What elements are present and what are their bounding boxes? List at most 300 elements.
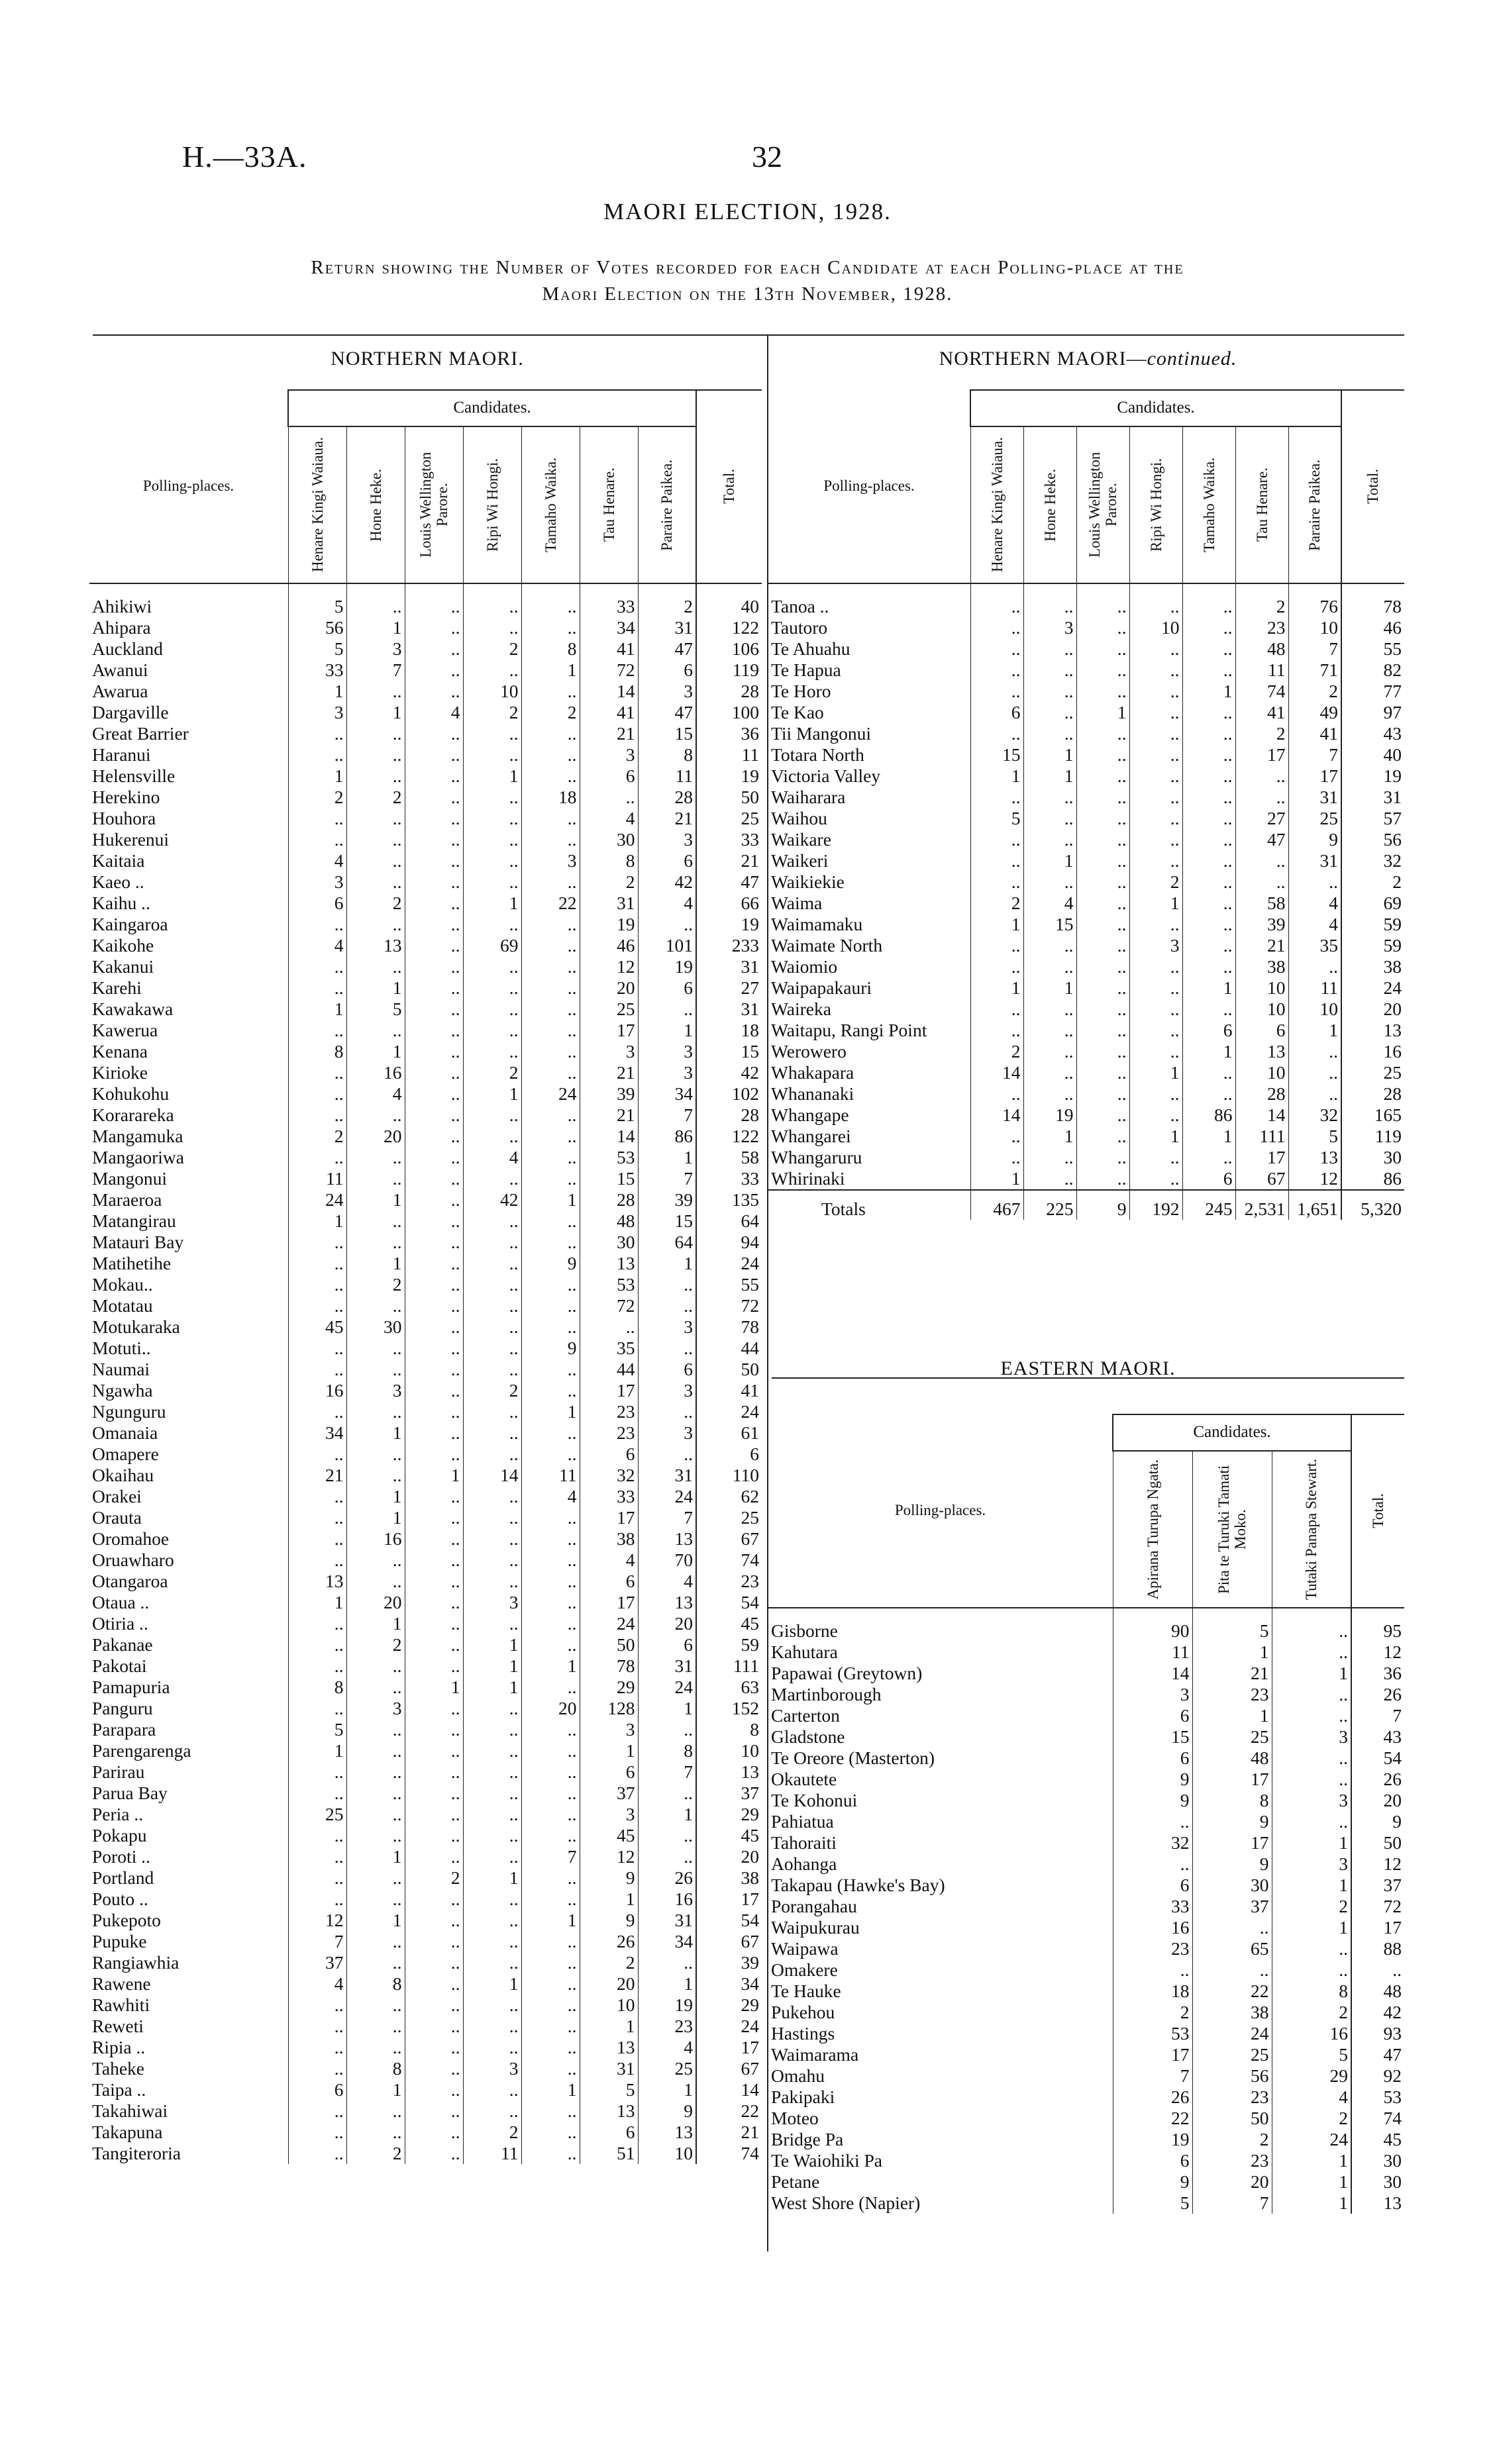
row-total: 17 <box>1351 1917 1404 1938</box>
row-total: 106 <box>696 638 762 660</box>
row-total: 28 <box>696 1105 762 1126</box>
table-row <box>89 1571 762 1592</box>
vote-count: .. <box>405 1486 463 1507</box>
vote-count: .. <box>463 1105 521 1126</box>
row-total: 50 <box>696 787 762 808</box>
vote-count: 1 <box>1288 1020 1341 1041</box>
page-number: 32 <box>752 140 782 173</box>
table-row <box>768 2023 1404 2044</box>
vote-count: 9 <box>1288 829 1341 850</box>
vote-count: 6 <box>638 1634 696 1655</box>
vote-count: .. <box>1182 1083 1235 1105</box>
table-row <box>89 1316 762 1338</box>
row-total: 24 <box>1341 977 1404 999</box>
vote-count: .. <box>463 1528 521 1550</box>
vote-count: 6 <box>1113 1748 1192 1769</box>
candidate-total: 225 <box>1023 1190 1076 1220</box>
eastern-maori-table <box>768 1414 1404 2214</box>
table-row <box>768 1726 1404 1748</box>
polling-place-name: Matauri Bay <box>92 1232 184 1252</box>
vote-count: 69 <box>463 935 521 956</box>
row-total: 59 <box>1341 914 1404 935</box>
vote-count: .. <box>970 617 1023 638</box>
polling-place-name: Waitapu, Rangi Point <box>771 1020 927 1040</box>
polling-place-name: Parengarenga <box>92 1740 191 1761</box>
vote-count: 13 <box>1288 1147 1341 1168</box>
vote-count: 10 <box>1129 617 1182 638</box>
polling-place-name: Omahu <box>771 2065 825 2086</box>
table-row <box>768 893 1404 914</box>
vote-count: .. <box>521 2122 580 2143</box>
vote-count: 16 <box>1113 1917 1192 1938</box>
vote-count: .. <box>1076 1083 1129 1105</box>
vote-count: .. <box>346 1210 405 1232</box>
vote-count: .. <box>463 1995 521 2016</box>
vote-count: .. <box>1076 617 1129 638</box>
table-row <box>89 765 762 787</box>
polling-place-name: Awarua <box>92 681 148 701</box>
vote-count: .. <box>521 1592 580 1613</box>
candidate-header <box>638 426 696 583</box>
vote-count: 19 <box>1113 2129 1192 2150</box>
vote-count: 5 <box>580 2079 638 2100</box>
vote-count: .. <box>346 1867 405 1889</box>
polling-place-name: Te Hauke <box>771 1981 841 2001</box>
vote-count: 1 <box>463 1655 521 1677</box>
candidate-header <box>1288 426 1341 583</box>
row-total: 26 <box>1351 1769 1404 1790</box>
vote-count: .. <box>521 1740 580 1761</box>
row-total: 102 <box>696 1083 762 1105</box>
vote-count: .. <box>463 1846 521 1867</box>
vote-count: 1 <box>1076 702 1129 723</box>
vote-count: .. <box>288 1147 346 1168</box>
vote-count: 39 <box>1235 914 1288 935</box>
vote-count: 9 <box>638 2100 696 2122</box>
table-row <box>89 1274 762 1295</box>
vote-count: 27 <box>1235 808 1288 829</box>
row-total: 97 <box>1341 702 1404 723</box>
table-row <box>89 1126 762 1147</box>
vote-count: .. <box>463 1126 521 1147</box>
polling-place-name: Takapuna <box>92 2122 163 2142</box>
table-row <box>768 660 1404 681</box>
vote-count: .. <box>405 723 463 744</box>
vote-count: .. <box>970 583 1023 617</box>
row-total: 100 <box>696 702 762 723</box>
table-row <box>89 850 762 871</box>
polling-place-name: Matangirau <box>92 1210 176 1231</box>
vote-count: 26 <box>638 1867 696 1889</box>
vote-count: .. <box>288 1444 346 1465</box>
row-total: 33 <box>696 1168 762 1189</box>
vote-count: .. <box>463 1783 521 1804</box>
row-total: 37 <box>1351 1875 1404 1896</box>
vote-count: .. <box>405 1422 463 1444</box>
vote-count: .. <box>463 1698 521 1719</box>
vote-count: 86 <box>1182 1105 1235 1126</box>
vote-count: .. <box>288 2122 346 2143</box>
polling-place-name: Panguru <box>92 1698 153 1718</box>
vote-count: 4 <box>580 808 638 829</box>
vote-count: .. <box>463 583 521 617</box>
table-row <box>89 1020 762 1041</box>
vote-count: 45 <box>580 1825 638 1846</box>
vote-count: .. <box>1129 1083 1182 1105</box>
vote-count: .. <box>638 1338 696 1359</box>
vote-count: .. <box>521 1147 580 1168</box>
vote-count: .. <box>521 1232 580 1253</box>
candidate-header <box>288 426 346 583</box>
vote-count: .. <box>346 1465 405 1486</box>
row-total: 78 <box>696 1316 762 1338</box>
polling-place-name: Omakere <box>771 1959 838 1980</box>
polling-place-name: Te Kao <box>771 702 824 722</box>
vote-count: 2 <box>346 893 405 914</box>
polling-place-name: Pakanae <box>92 1634 153 1655</box>
vote-count: 6 <box>1113 1875 1192 1896</box>
vote-count: 4 <box>288 850 346 871</box>
vote-count: .. <box>1182 1062 1235 1083</box>
vote-count: 1 <box>638 1147 696 1168</box>
vote-count: 1 <box>463 1973 521 1995</box>
polling-place-name: Ripia .. <box>92 2037 146 2057</box>
vote-count: 5 <box>288 583 346 617</box>
vote-count: .. <box>463 660 521 681</box>
vote-count: 20 <box>346 1592 405 1613</box>
vote-count: 4 <box>1288 893 1341 914</box>
vote-count: 1 <box>638 1253 696 1274</box>
vote-count: .. <box>288 956 346 977</box>
vote-count: 15 <box>638 723 696 744</box>
vote-count: .. <box>521 1719 580 1740</box>
vote-count: .. <box>1182 702 1235 723</box>
polling-place-name: Portland <box>92 1867 154 1888</box>
vote-count: 1 <box>1023 850 1076 871</box>
row-total: 47 <box>696 871 762 893</box>
vote-count: .. <box>405 744 463 765</box>
vote-count: .. <box>521 1804 580 1825</box>
vote-count: 1 <box>970 914 1023 935</box>
vote-count: 4 <box>1023 893 1076 914</box>
vote-count: .. <box>1192 1917 1272 1938</box>
vote-count: 3 <box>1113 1684 1192 1705</box>
vote-count: .. <box>521 1571 580 1592</box>
vote-count: 1 <box>463 1677 521 1698</box>
vote-count: .. <box>1129 787 1182 808</box>
vote-count: .. <box>1129 850 1182 871</box>
vote-count: 9 <box>521 1338 580 1359</box>
vote-count: .. <box>405 1698 463 1719</box>
vote-count: 5 <box>1272 2044 1351 2065</box>
row-total: 9 <box>1351 1811 1404 1832</box>
vote-count: .. <box>346 808 405 829</box>
vote-count: .. <box>405 1274 463 1295</box>
polling-place-name: Whangape <box>771 1105 849 1125</box>
vote-count: .. <box>405 808 463 829</box>
vote-count: .. <box>521 744 580 765</box>
vote-count: .. <box>521 1507 580 1528</box>
vote-count: .. <box>1272 1938 1351 1959</box>
vote-count: .. <box>1235 787 1288 808</box>
polling-place-name: Takahiwai <box>92 2100 168 2121</box>
vote-count: 128 <box>580 1698 638 1719</box>
table-row <box>768 1168 1404 1190</box>
table-row <box>768 1790 1404 1811</box>
row-total: 77 <box>1341 681 1404 702</box>
vote-count: .. <box>1272 1642 1351 1663</box>
vote-count: 1 <box>346 1846 405 1867</box>
vote-count: .. <box>346 1550 405 1571</box>
vote-count: .. <box>405 914 463 935</box>
vote-count: .. <box>288 1105 346 1126</box>
vote-count: 1 <box>1182 1041 1235 1062</box>
table-row <box>89 2058 762 2079</box>
vote-count: 14 <box>463 1465 521 1486</box>
row-total: 44 <box>696 1338 762 1359</box>
vote-count: .. <box>346 1401 405 1422</box>
vote-count: 15 <box>1113 1726 1192 1748</box>
vote-count: .. <box>346 2122 405 2143</box>
vote-count: .. <box>463 2100 521 2122</box>
vote-count: .. <box>521 1825 580 1846</box>
vote-count: 8 <box>346 1973 405 1995</box>
vote-count: 16 <box>1272 2023 1351 2044</box>
table-row <box>768 1105 1404 1126</box>
row-total: 57 <box>1341 808 1404 829</box>
vote-count: .. <box>463 1422 521 1444</box>
vote-count: .. <box>405 2122 463 2143</box>
table-row <box>768 1917 1404 1938</box>
vote-count: 1 <box>1129 893 1182 914</box>
row-total: 54 <box>696 1592 762 1613</box>
table-row <box>89 1528 762 1550</box>
vote-count: 9 <box>580 1867 638 1889</box>
vote-count: .. <box>1129 999 1182 1020</box>
table-row <box>768 1769 1404 1790</box>
table-row <box>89 1825 762 1846</box>
vote-count: 17 <box>1235 744 1288 765</box>
vote-count: 38 <box>1235 956 1288 977</box>
row-total: 62 <box>696 1486 762 1507</box>
vote-count: 38 <box>1192 2002 1272 2023</box>
northern-maori-rows <box>89 583 762 2164</box>
vote-count: 14 <box>970 1105 1023 1126</box>
row-total: 16 <box>1341 1041 1404 1062</box>
vote-count: 1 <box>346 1613 405 1634</box>
vote-count: .. <box>521 681 580 702</box>
vote-count: 7 <box>638 1507 696 1528</box>
vote-count: .. <box>1076 956 1129 977</box>
candidate-total: 2,531 <box>1235 1190 1288 1220</box>
row-total: 47 <box>1351 2044 1404 2065</box>
vote-count: .. <box>463 1359 521 1380</box>
vote-count: 2 <box>1288 681 1341 702</box>
vote-count: .. <box>521 1422 580 1444</box>
vote-count: 1 <box>521 1401 580 1422</box>
vote-count: .. <box>521 1041 580 1062</box>
vote-count: 15 <box>1023 914 1076 935</box>
vote-count: 6 <box>580 1444 638 1465</box>
vote-count: 7 <box>1288 744 1341 765</box>
polling-place-name: Waikare <box>771 829 831 850</box>
vote-count: .. <box>463 2037 521 2058</box>
vote-count: 23 <box>580 1401 638 1422</box>
row-total: 7 <box>1351 1705 1404 1726</box>
polling-place-name: Papawai (Greytown) <box>771 1663 923 1683</box>
vote-count: 3 <box>638 1316 696 1338</box>
vote-count: .. <box>638 1295 696 1316</box>
northern-maori-continued-table <box>768 389 1404 1220</box>
vote-count: 10 <box>1288 617 1341 638</box>
total-label: Total. <box>1365 468 1382 504</box>
row-total: 20 <box>1341 999 1404 1020</box>
vote-count: 1 <box>580 1889 638 1910</box>
vote-count: 5 <box>346 999 405 1020</box>
vote-count: .. <box>405 1740 463 1761</box>
table-row <box>89 1973 762 1995</box>
vote-count: 90 <box>1113 1608 1192 1642</box>
vote-count: .. <box>521 723 580 744</box>
vote-count: .. <box>1182 999 1235 1020</box>
row-total: 74 <box>696 1550 762 1571</box>
vote-count: .. <box>1076 829 1129 850</box>
vote-count: 41 <box>580 638 638 660</box>
vote-count: .. <box>463 2016 521 2037</box>
table-row <box>89 914 762 935</box>
vote-count: 1 <box>970 765 1023 787</box>
table-row <box>768 583 1404 617</box>
vote-count: 21 <box>580 723 638 744</box>
vote-count: .. <box>346 1952 405 1973</box>
row-total: 28 <box>696 681 762 702</box>
vote-count: .. <box>346 1444 405 1465</box>
row-total: 42 <box>696 1062 762 1083</box>
vote-count: 11 <box>288 1168 346 1189</box>
vote-count: 3 <box>638 1041 696 1062</box>
vote-count: .. <box>521 1677 580 1698</box>
vote-count: 17 <box>580 1020 638 1041</box>
candidate-name: Tau Henare. <box>600 468 617 542</box>
vote-count: .. <box>288 1295 346 1316</box>
row-total: 39 <box>696 1952 762 1973</box>
vote-count: .. <box>1129 956 1182 977</box>
vote-count: 17 <box>1113 2044 1192 2065</box>
vote-count: .. <box>1076 583 1129 617</box>
vote-count: .. <box>288 1846 346 1867</box>
polling-place-name: Tahoraiti <box>771 1832 837 1853</box>
vote-count: .. <box>1182 638 1235 660</box>
vote-count: .. <box>521 1062 580 1083</box>
vote-count: .. <box>970 850 1023 871</box>
vote-count: 9 <box>1113 1790 1192 1811</box>
vote-count: .. <box>405 2058 463 2079</box>
row-total: 40 <box>696 583 762 617</box>
table-row <box>768 1663 1404 1684</box>
vote-count: .. <box>346 1147 405 1168</box>
vote-count: 10 <box>580 1995 638 2016</box>
candidate-header <box>580 426 638 583</box>
vote-count: .. <box>463 1719 521 1740</box>
polling-place-name: Waireka <box>771 999 831 1019</box>
row-total: 45 <box>696 1613 762 1634</box>
vote-count: 10 <box>638 2143 696 2164</box>
polling-place-name: Ahikiwi <box>92 596 152 616</box>
polling-place-name: Waimate North <box>771 935 883 956</box>
polling-place-name: Omanaia <box>92 1422 158 1443</box>
row-total: 61 <box>696 1422 762 1444</box>
polling-place-name: Porangahau <box>771 1896 857 1916</box>
table-row <box>768 2108 1404 2129</box>
vote-count: .. <box>405 1316 463 1338</box>
table-row <box>89 1846 762 1867</box>
candidate-name: Tau Henare. <box>1253 468 1270 542</box>
vote-count: .. <box>405 1020 463 1041</box>
polling-place-name: Rawene <box>92 1973 151 1994</box>
row-total: 18 <box>696 1020 762 1041</box>
polling-place-name: Waipawa <box>771 1938 839 1959</box>
vote-count: 2 <box>463 702 521 723</box>
vote-count: 2 <box>970 1041 1023 1062</box>
table-row <box>89 1083 762 1105</box>
vote-count: .. <box>1288 1083 1341 1105</box>
table-row <box>89 977 762 999</box>
polling-place-name: West Shore (Napier) <box>771 2193 921 2213</box>
vote-count: 12 <box>1288 1168 1341 1190</box>
vote-count: 19 <box>1023 1105 1076 1126</box>
vote-count: 33 <box>288 660 346 681</box>
table-row <box>89 1147 762 1168</box>
vote-count: .. <box>521 1105 580 1126</box>
vote-count: 33 <box>580 1486 638 1507</box>
vote-count: 4 <box>638 1571 696 1592</box>
vote-count: 10 <box>463 681 521 702</box>
vote-count: 6 <box>1113 1705 1192 1726</box>
vote-count: .. <box>1182 583 1235 617</box>
vote-count: 44 <box>580 1359 638 1380</box>
table-row <box>768 638 1404 660</box>
table-row <box>768 999 1404 1020</box>
vote-count: .. <box>1023 660 1076 681</box>
vote-count: .. <box>288 1359 346 1380</box>
vote-count: .. <box>638 1274 696 1295</box>
vote-count: .. <box>463 1889 521 1910</box>
vote-count: .. <box>521 1210 580 1232</box>
vote-count: 56 <box>1192 2065 1272 2087</box>
vote-count: .. <box>463 1507 521 1528</box>
vote-count: .. <box>1129 1147 1182 1168</box>
table-row <box>89 2016 762 2037</box>
vote-count: 33 <box>1113 1896 1192 1917</box>
vote-count: 1 <box>288 1740 346 1761</box>
polling-place-name: Naumai <box>92 1359 150 1379</box>
table-row <box>89 723 762 744</box>
vote-count: .. <box>405 1761 463 1783</box>
vote-count: 9 <box>521 1253 580 1274</box>
vote-count: .. <box>463 1295 521 1316</box>
row-total: 72 <box>1351 1896 1404 1917</box>
vote-count: 6 <box>638 850 696 871</box>
polling-place-name: Dargaville <box>92 702 169 722</box>
vote-count: 20 <box>346 1126 405 1147</box>
vote-count: .. <box>1182 871 1235 893</box>
vote-count: .. <box>638 1783 696 1804</box>
polling-place-name: Te Kohonui <box>771 1790 858 1810</box>
vote-count: .. <box>580 787 638 808</box>
row-total: 8 <box>696 1719 762 1740</box>
vote-count: 21 <box>638 808 696 829</box>
polling-place-name: Orauta <box>92 1507 142 1528</box>
